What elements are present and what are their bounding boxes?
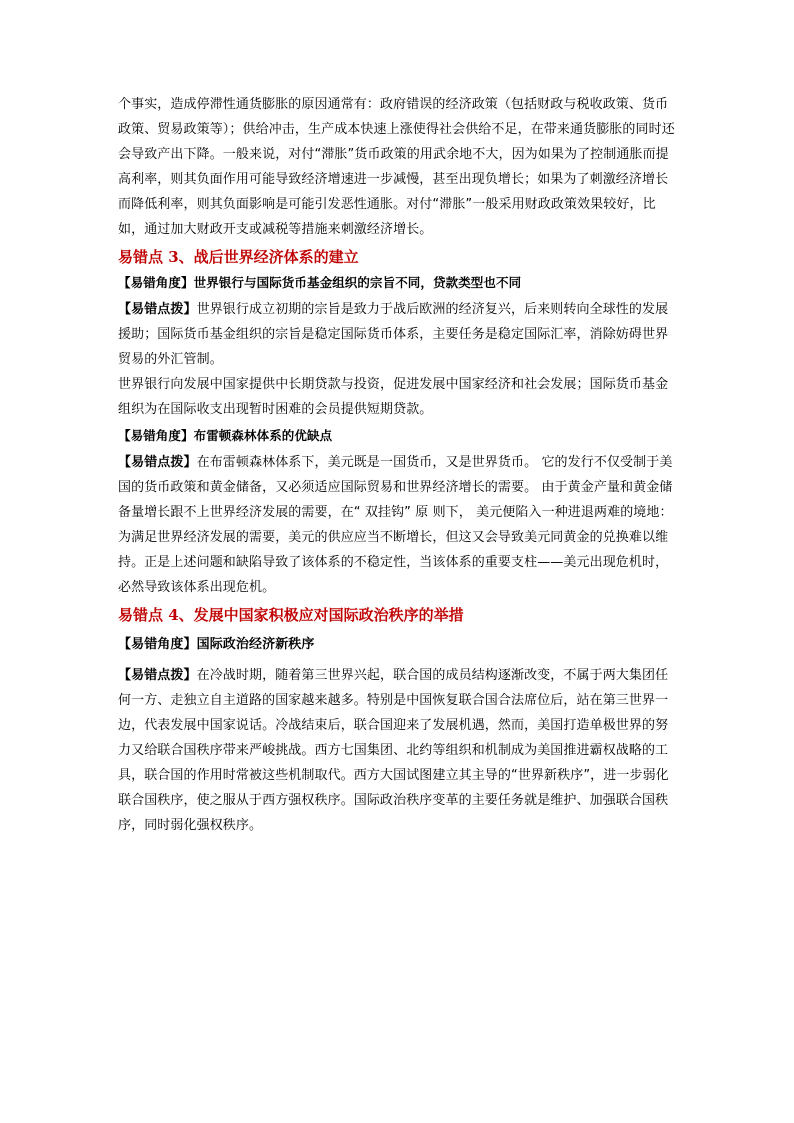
angle-text: 世界银行与国际货币基金组织的宗旨不同，贷款类型也不同 xyxy=(193,275,522,290)
tip-text: 世界银行成立初期的宗旨是致力于战后欧洲的经济复兴，后来则转向全球性的发展援助；国际货币基金组织的宗旨是稳定国际货币体系，主要任务是稳定国际汇率，消除妨碍世界贸易的外汇管制。 xyxy=(118,302,669,367)
tip-text: 在布雷顿森林体系下，美元既是一国货币，又是世界货币。 它的发行不仅受制于美国的货币政策和黄金储备，又必须适应国际贸易和世界经济增长的需要。 由于黄金产量和黄金储备量增长跟不上世界经济发展的需要，在“ 双挂钩” 原 则下， 美元便陷入一种进退两难的境地：为满足世界经济发展的需要，美元的供应应当不断增长，但这又会导致美元同黄金的兑换难以维持。正是上述问题和缺陷导致了该体系的不稳定性，当该体系的重要支柱——美元出现危机时，必然导致该体系出现危机。 xyxy=(118,455,673,595)
body-text: 世界银行向发展中国家提供中长期贷款与投资，促进发展中国家经济和社会发展；国际货币基金组织为在国际收支出现暂时困难的会员提供短期贷款。 xyxy=(118,377,669,417)
tip-paragraph xyxy=(118,450,678,600)
intro-paragraph: 个事实，造成停滞性通货膨胀的原因通常有：政府错误的经济政策（包括财政与税收政策、货币政策、贸易政策等）；供给冲击，生产成本快速上涨使得社会供给不足，在带来通货膨胀的同时还会导致产出下降。一般来说，对付“滞胀”货币政策的用武余地不大，因为如果为了控制通胀而提高利率，则其负面作用可能导致经济增速进一步减慢，甚至出现负增长；如果为了刺激经济增长而降低利率，则其负面影响是可能引发恶性通胀。对付“滞胀”一般采用财政政策效果较好，比如，通过加大财政开支或减税等措施来刺激经济增长。 xyxy=(118,97,675,237)
angle-paragraph xyxy=(118,632,678,657)
label-tip: 【易错点拨】 xyxy=(118,668,197,683)
angle-text: 国际政治经济新秩序 xyxy=(196,637,315,652)
document-page xyxy=(118,92,678,838)
section-4 xyxy=(118,601,678,838)
label-angle: 【易错角度】 xyxy=(118,275,194,290)
label-angle: 【易错角度】 xyxy=(118,428,194,443)
angle-paragraph xyxy=(118,272,678,294)
label-tip: 【易错点拨】 xyxy=(118,455,197,470)
body-paragraph xyxy=(118,372,678,422)
label-angle: 【易错角度】 xyxy=(118,637,197,652)
tip-text: 在冷战时期，随着第三世界兴起，联合国的成员结构逐渐改变，不属于两大集团任何一方、走独立自主道路的国家越来越多。特别是中国恢复联合国合法席位后，站在第三世界一边，代表发展中国家说话。冷战结束后，联合国迎来了发展机遇，然而，美国打造单极世界的努力又给联合国秩序带来严峻挑战。西方七国集团、北约等组织和机制成为美国推进霸权战略的工具，联合国的作用时常被这些机制取代。西方大国试图建立其主导的“世界新秩序”，进一步弱化联合国秩序，使之服从于西方强权秩序。国际政治秩序变革的主要任务就是维护、加强联合国秩序，同时弱化强权秩序。 xyxy=(118,668,669,833)
section-heading: 易错点 3、战后世界经济体系的建立 xyxy=(118,248,359,266)
section-3 xyxy=(118,243,678,600)
tip-paragraph xyxy=(118,297,678,372)
section-heading: 易错点 4、发展中国家积极应对国际政治秩序的举措 xyxy=(118,606,464,624)
angle-paragraph xyxy=(118,425,678,447)
label-tip: 【易错点拨】 xyxy=(118,302,197,317)
tip-paragraph xyxy=(118,663,678,838)
angle-text: 布雷顿森林体系的优缺点 xyxy=(193,428,333,443)
